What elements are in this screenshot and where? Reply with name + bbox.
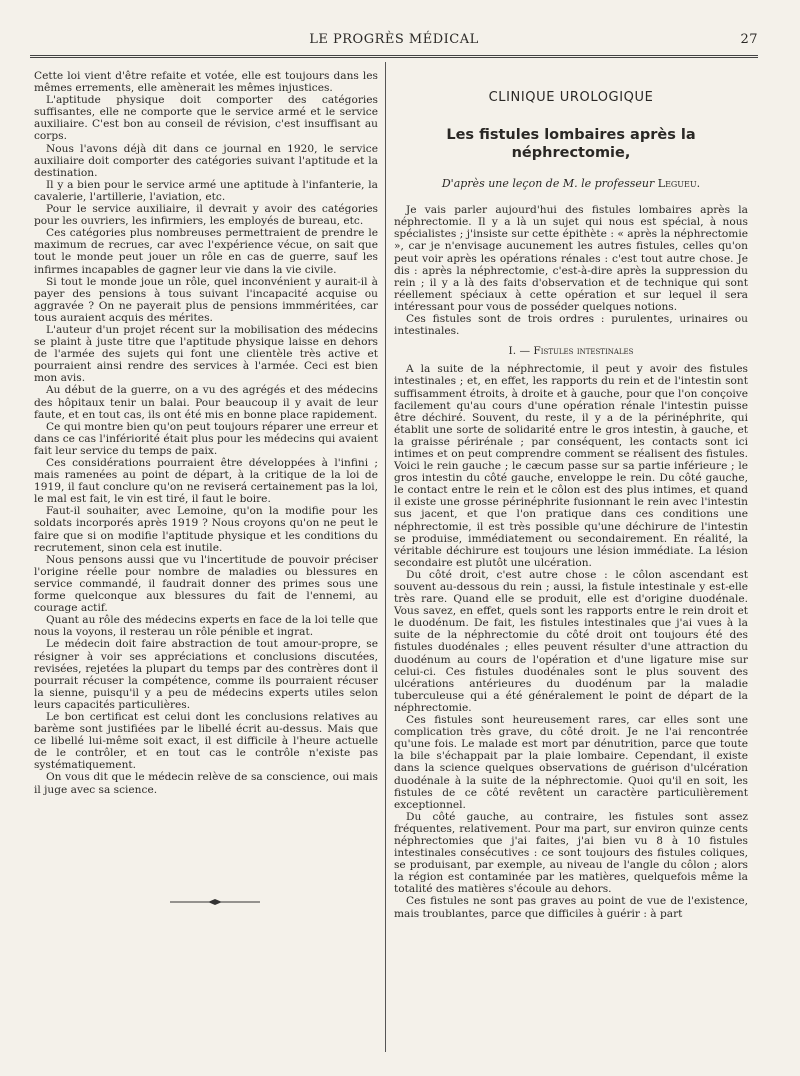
paragraph: Nous pensons aussi que vu l'incertitude de pouvoir préciser l'origine réelle pour nombre de maladies ou blessures en service commandé, il faudrait donner des primes sous une forme quelconque aux blessures du fait de l'ennemi, au courage actif. [34, 553, 378, 615]
paragraph: L'aptitude physique doit comporter des catégories suffisantes, elle ne comporte que le service armé et le service auxiliaire. C'est bon au conseil de révision, c'est insuffisant au corps. [34, 94, 378, 143]
column-divider [385, 62, 386, 1052]
paragraph: Pour le service auxiliaire, il devrait y avoir des catégories pour les ouvriers, les infirmiers, les employés de bureau, etc. [34, 203, 378, 228]
paragraph: Nous l'avons déjà dit dans ce journal en 1920, le service auxiliaire doit comporter des catégories suivant l'aptitude et la destination. [34, 142, 378, 179]
paragraph: Ces fistules sont heureusement rares, car elles sont une complication très grave, du côté droit. Je ne l'ai rencontrée qu'une fois. Le malade est mort par dénutrition, parce que toute la bile s'échappait par la plaie lombaire. Cependant, il existe dans la science quelques observations de guérison d'ulcération duodénale à la suite de la néphrectomie. Quoi qu'il en soit, les fistules de ce côté revêtent un caractère particulièrement exceptionnel. [394, 714, 748, 811]
paragraph: Du côté droit, c'est autre chose : le côlon ascendant est souvent au-dessous du rein ; aussi, la fistule intestinale y est-elle très rare. Quand elle se produit, elle est d'origine duodénale. Vous savez, en effet, quels sont les rapports entre le rein droit et le duodénum. De fait, les fistules intestinales que j'ai vues à la suite de la néphrectomie du côté droit ont toujours été des fistules duodénales ; elles peuvent résulter d'une attraction du duodénum au cours de l'opération et d'une ligature mise sur celui-ci. Ces fistules duodénales sont le plus souvent des ulcérations antérieures du duodénum par la maladie tuberculeuse qui a été généralement le point de départ de la néphrectomie. [394, 568, 748, 714]
journal-title: LE PROGRÈS MÉDICAL [309, 32, 479, 47]
paragraph: Du côté gauche, au contraire, les fistules sont assez fréquentes, relativement. Pour ma part, sur environ quinze cents néphrectomies que j'ai faites, j'ai bien vu 8 à 10 fistules intestinales consécutives : ce sont toujours des fistules coliques, se produisant, par exemple, au niveau de l'angle du côlon ; alors la région est contaminée par les matières, quelquefois même la totalité des matières s'écoule au dehors. [394, 810, 748, 896]
header-rule [30, 55, 758, 58]
paragraph: Ces fistules sont de trois ordres : purulentes, urinaires ou intestinales. [394, 313, 748, 338]
subheading-text: I. — Fistules intestinales [508, 345, 634, 358]
paragraph: Au début de la guerre, on a vu des agrégés et des médecins des hôpitaux tenir un balai. Pour beaucoup il y avait de leur faute, et en tout cas, ils ont été mis en bonne place rapidement. [34, 384, 378, 421]
paragraph: Faut-il souhaiter, avec Lemoine, qu'on la modifie pour les soldats incorporés après 1919 ? Nous croyons qu'on ne peut le faire que si on modifie l'aptitude physique et les conditions du recrutement, sinon cela est inutile. [34, 505, 378, 554]
byline [394, 178, 748, 190]
paragraph: On vous dit que le médecin relève de sa conscience, oui mais il juge avec sa science. [34, 771, 378, 796]
paragraph: Cette loi vient d'être refaite et votée, elle est toujours dans les mêmes errements, elle amènerait les mêmes injustices. [34, 70, 378, 95]
paragraph: Ces fistules ne sont pas graves au point de vue de l'existence, mais troublantes, parce que difficiles à guérir : à part [394, 895, 748, 920]
running-header [30, 32, 758, 52]
left-column [34, 70, 378, 796]
paragraph: Ce qui montre bien qu'on peut toujours réparer une erreur et dans ce cas l'infériorité était plus pour les médecins qui avaient fait leur service du temps de paix. [34, 420, 378, 457]
subheading [394, 345, 748, 357]
paragraph: Je vais parler aujourd'hui des fistules lombaires après la néphrectomie. Il y a là un sujet qui nous est spécial, à nous spécialistes ; j'insiste sur cette épithète : « après la néphrectomie », car je n'envisage aucunement les autres fistules, celles qu'on peut voir après les opérations rénales : c'est tout autre chose. Je dis : après la néphrectomie, c'est-à-dire après la suppression du rein ; il y a là des faits d'observation et de technique qui sont réellement spéciaux à cette opération et sur lequel il sera intéressant pour vous de posséder quelques notions. [394, 204, 748, 313]
end-ornament [170, 897, 260, 907]
right-column [394, 92, 748, 920]
byline-author: Legueu. [657, 177, 701, 191]
paragraph: Le bon certificat est celui dont les conclusions relatives au barème sont justifiées par le libellé écrit au-dessus. Mais que ce libellé lui-même soit exact, il est difficile à l'heure actuelle de le contrôler, et en tout cas le contrôle n'existe pas systématiquement. [34, 710, 378, 772]
paragraph: Ces considérations pourraient être développées à l'infini ; mais ramenées au point de départ, à la critique de la loi de 1919, il faut conclure qu'on ne reviserá certainement pas la loi, le mal est fait, le vin est tiré, il faut le boire. [34, 457, 378, 506]
paragraph: A la suite de la néphrectomie, il peut y avoir des fistules intestinales ; et, en effet, les rapports du rein et de l'intestin sont suffisamment étroits, à droite et à gauche, pour que l'on conçoive facilement qu'au cours d'une opération rénale l'intestin puisse être déchiré. Souvent, du reste, il y a de la périnéphrite, qui établit une sorte de solidarité entre le gros intestin, à gauche, et la graisse périrénale ; par conséquent, les contacts sont ici intimes et on peut comprendre comment se réalisent des fistules. Voici le rein gauche ; le cæcum passe sur sa partie inférieure ; le gros intestin du côté gauche, enveloppe le rein. Du côté gauche, le contact entre le rein et le côlon est des plus intimes, et quand il existe une grosse périnéphrite fusionnant le rein avec l'intestin sus jacent, et que l'on pratique dans ces conditions une néphrectomie, il est très possible qu'une déchirure de l'intestin se produise, immédiatement ou secondairement. En réalité, la véritable déchirure est toujours une lésion immédiate. La lésion secondaire est plutôt une ulcération. [394, 363, 748, 569]
paragraph: Si tout le monde joue un rôle, quel inconvénient y aurait-il à payer des pensions à tous suivant l'incapacité acquise ou aggravée ? On ne payerait plus de pensions immméritées, car tous auraient acquis des mérites. [34, 275, 378, 324]
page-number: 27 [740, 32, 758, 47]
byline-prefix: D'après une leçon de M. le professeur [441, 177, 655, 191]
paragraph: Ces catégories plus nombreuses permettraient de prendre le maximum de recrues, car avec l'expérience vécue, on sait que tout le monde peut jouer un rôle en cas de guerre, sauf les infirmes incapables de gagner leur vie dans la vie civile. [34, 227, 378, 276]
paragraph: Quant au rôle des médecins experts en face de la loi telle que nous la voyons, il resterau un rôle pénible et ingrat. [34, 614, 378, 639]
paragraph: L'auteur d'un projet récent sur la mobilisation des médecins se plaint à juste titre que l'aptitude physique laisse en dehors de l'armée des sujets qui font une clientèle très active et pourraient ainsi rendre des services à l'armée. Ceci est bien mon avis. [34, 323, 378, 385]
paragraph: Il y a bien pour le service armé une aptitude à l'infanterie, la cavalerie, l'artillerie, l'aviation, etc. [34, 178, 378, 203]
section-title: CLINIQUE UROLOGIQUE [488, 90, 654, 105]
article-title: Les fistules lombaires après la néphrectomie, [446, 127, 696, 162]
paragraph: Le médecin doit faire abstraction de tout amour-propre, se résigner à voir ses appréciations et conclusions discutées, revisées, rejetées la plupart du temps par des contrères dont il pourrait récuser la compétence, comme ils pourraient récuser la sienne, puisqu'il y a peu de médecins experts utiles selon leurs capacités particulières. [34, 638, 378, 711]
